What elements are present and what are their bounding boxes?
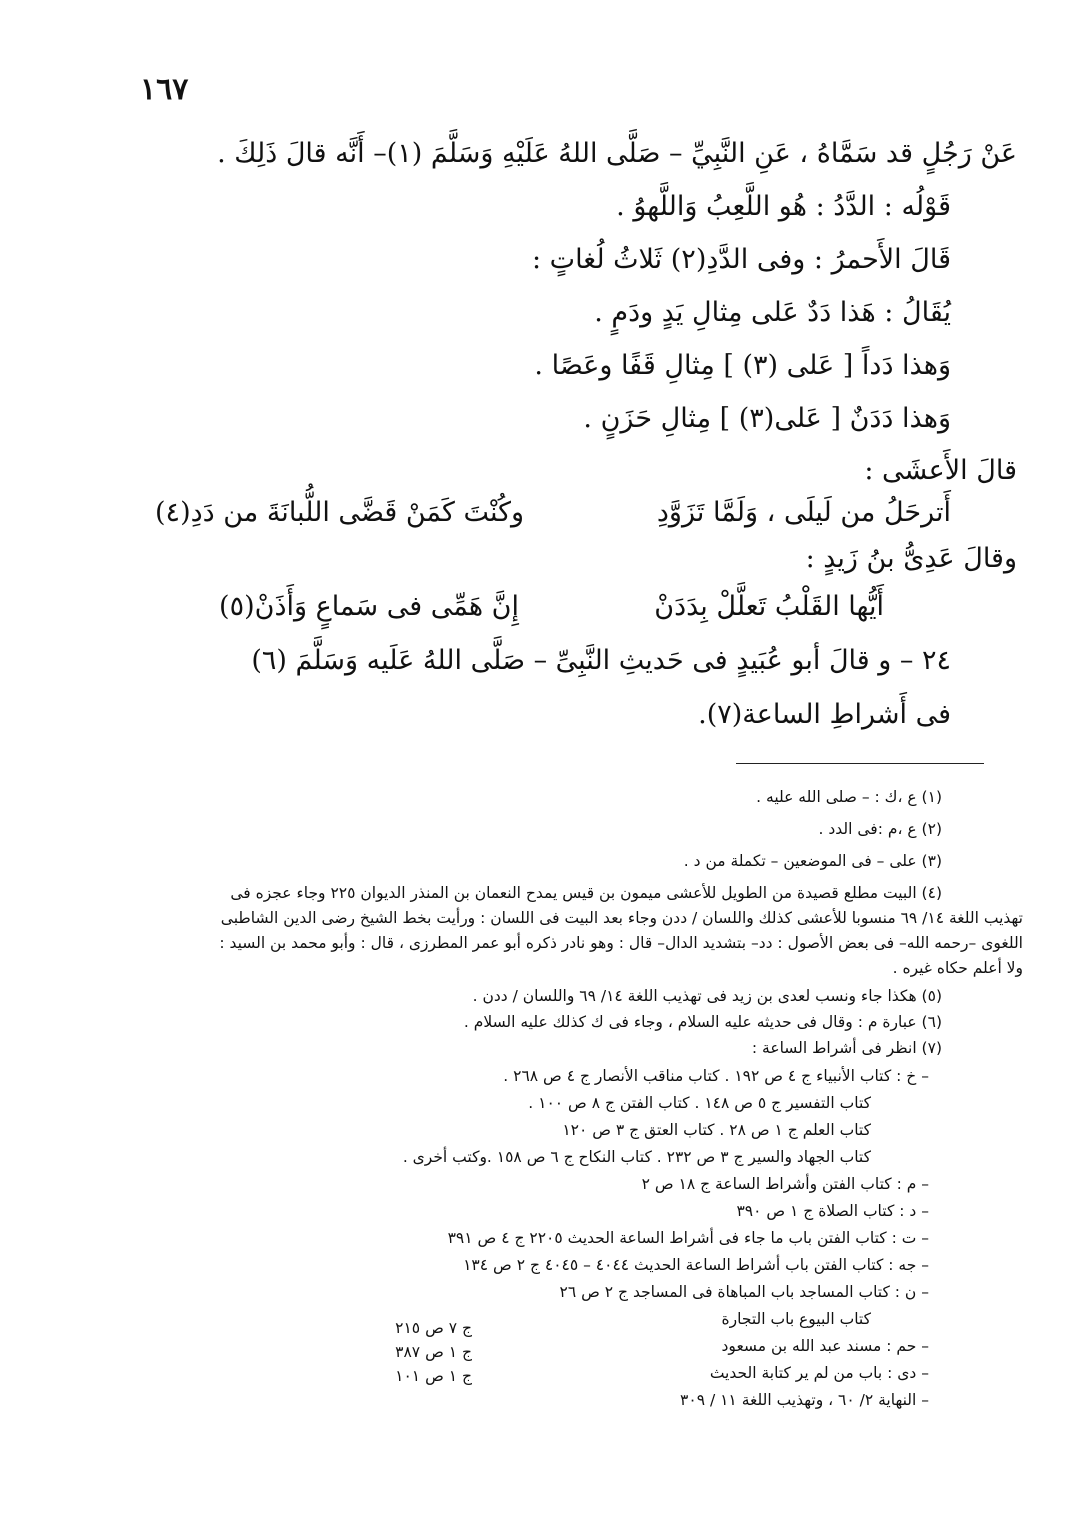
source-line: كتاب البيوع باب التجارة [721,1310,871,1328]
source-line: – م : كتاب الفتن وأشراط الساعة ج ١٨ ص ٢ [641,1175,929,1193]
source-line: – حم : مسند عبد الله بن مسعود [721,1337,929,1355]
footnote: (٦) عبارة م : وقال فى حديثه عليه السلام ، وجاء فى ك كذلك عليه السلام . [463,1013,942,1031]
body-line: عَنْ رَجُلٍ قد سَمَّاهُ ، عَنِ النَّبِيِّ – صَلَّى اللهُ عَلَيْهِ وَسَلَّمَ (١)– أَنَّه قالَ ذَلِكَ . [217,138,1017,169]
volume-reference: ج ١ ص ١٠١ [395,1367,472,1385]
body-line: يُقَالُ : هَذا دَدٌ عَلى مِثالِ يَدٍ ودَمٍ . [594,297,951,328]
footnote: (٢) ع ،م :فى الدد . [818,820,942,838]
footnote: (٣) على – فى الموضعين – تكملة من د . [683,852,942,870]
body-line: قَالَ الأَحمرُ : وفى الدَّدِ(٢) ثَلاثُ لُغاتٍ : [531,244,951,275]
verse-hemistich-left: وكُنْتَ كَمَنْ قَضَّى اللُّبانَةَ من دَدِ(٤) [155,497,524,528]
page-number: ١٦٧ [140,72,189,107]
source-line: – جه : كتاب الفتن باب أشراط الساعة الحديث ٤٠٤٤ – ٤٠٤٥ ج ٢ ص ١٣٤ [463,1256,929,1274]
verse-intro: قالَ الأَعشَى : [864,455,1017,486]
footnote: (٧) انظر فى أشراط الساعة : [751,1039,942,1057]
source-line: – د : كتاب الصلاة ج ١ ص ٣٩٠ [736,1202,929,1220]
source-line: – النهاية ٢/ ٦٠ ، وتهذيب اللغة ١١ / ٣٠٩ [680,1391,929,1409]
footnote-divider [736,763,984,764]
body-line: قَوْلُه : الدَّدُ : هُو اللَّعِبُ وَاللَّهوُ . [616,191,951,222]
body-line: فى أَشراطِ الساعة(٧). [698,699,951,730]
source-line: كتاب التفسير ج ٥ ص ١٤٨ . كتاب الفتن ج ٨ ص ١٠٠ . [528,1094,871,1112]
verse-hemistich-right: أَترحَلُ من لَيلَى ، وَلَمَّا تَزَوَّدِ [656,497,951,528]
verse-intro: وقالَ عَدِىُّ بنُ زَيدٍ : [805,543,1017,574]
footnote-continuation: ولا أعلم حكاه غيره . [892,959,1023,977]
section-heading: ٢٤ – و قالَ أبو عُبَيدٍ فى حَديثِ النَّبِىِّ – صَلَّى اللهُ عَلَيه وَسَلَّمَ (٦) [251,645,951,676]
source-line: – دى : باب من لم ير كتابة الحديث [709,1364,929,1382]
verse-hemistich-right: أَيُّها القَلْبُ تَعلَّلْ بِدَدَنْ [654,591,884,622]
footnote: (٤) البيت مطلع قصيدة من الطويل للأعشى ميمون بن قيس يمدح النعمان بن المنذر الديوان ٢٢٥ وجاء عجزه فى [230,884,942,902]
body-line: وَهذا دَدَنٌ [ عَلى(٣) ] مِثالِ حَزَنٍ . [583,403,951,434]
verse-hemistich-left: إِنَّ هَمِّى فى سَماعٍ وَأَذَنْ(٥) [219,591,519,622]
volume-reference: ج ٧ ص ٢١٥ [395,1319,472,1337]
footnote: (١) ع ،ك : – صلى الله عليه . [756,788,942,806]
source-line: – ن : كتاب المساجد باب المباهاة فى المساجد ج ٢ ص ٢٦ [559,1283,929,1301]
source-line: كتاب الجهاد والسير ج ٣ ص ٢٣٢ . كتاب النكاح ج ٦ ص ١٥٨ .وكتب أخرى . [402,1148,871,1166]
footnote: (٥) هكذا جاء ونسب لعدى بن زيد فى تهذيب اللغة ١٤/ ٦٩ واللسان / ددن . [472,987,942,1005]
footnote-continuation: تهذيب اللغة ١٤/ ٦٩ منسوبا للأعشى كذلك واللسان / ددن وجاء بعد البيت فى اللسان : ورأيت بخط الشيخ رضى الدين الشاطبى [220,909,1023,927]
footnote-continuation: اللغوى –رحمه الله– فى بعض الأصول : دد– بتشديد الدال– قال : وهو نادر ذكره أبو عمر المطرزى ، قال : وأبو محمد بن السيد : [219,934,1023,952]
source-line: – خ : كتاب الأنبياء ج ٤ ص ١٩٢ . كتاب مناقب الأنصار ج ٤ ص ٢٦٨ . [503,1067,929,1085]
source-line: كتاب العلم ج ١ ص ٢٨ . كتاب العتق ج ٣ ص ١٢٠ [562,1121,871,1139]
source-line: – ت : كتاب الفتن باب ما جاء فى أشراط الساعة الحديث ٢٢٠٥ ج ٤ ص ٣٩١ [447,1229,929,1247]
volume-reference: ج ١ ص ٣٨٧ [395,1343,472,1361]
body-line: وَهذا دَداً [ عَلى (٣) ] مِثالِ قَفًا وعَصًا . [534,350,951,381]
